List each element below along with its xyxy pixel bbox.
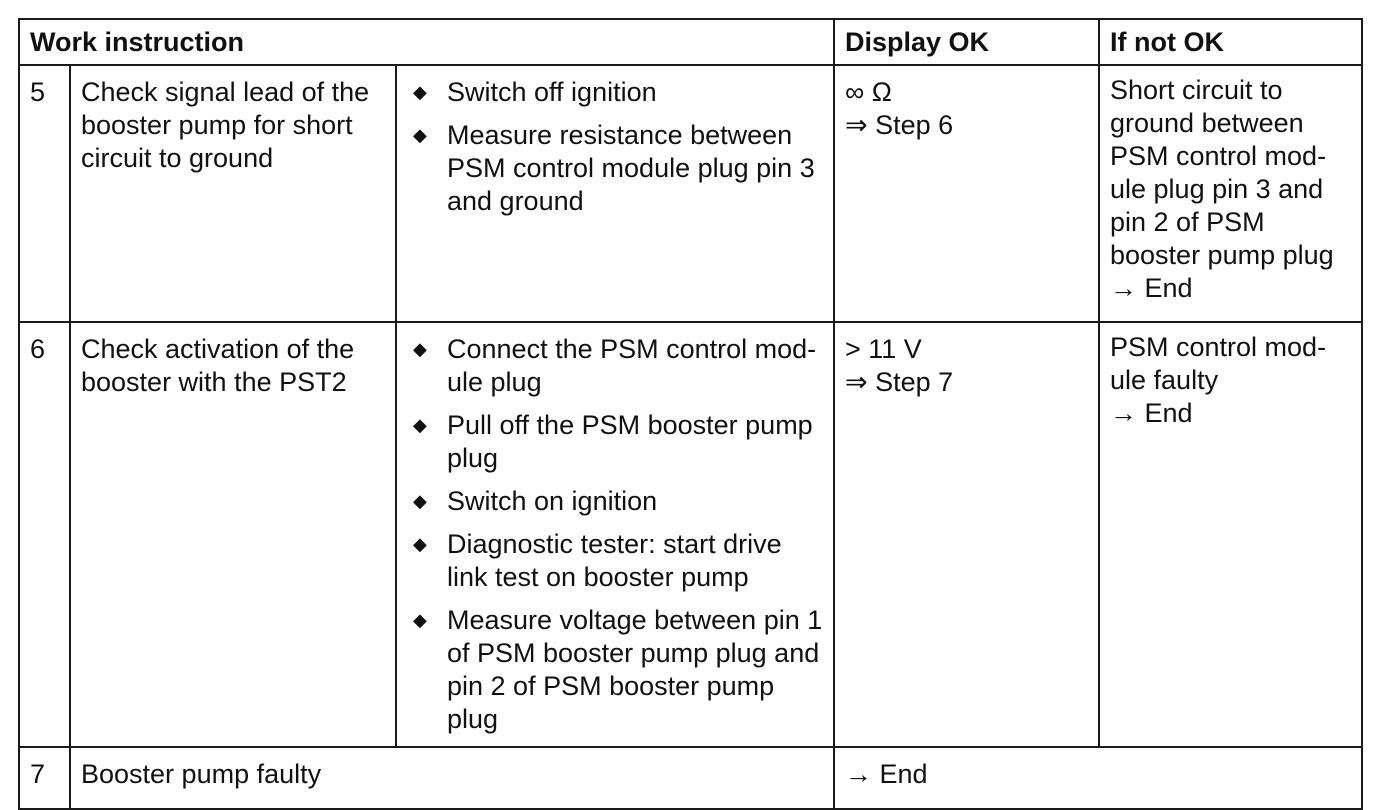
step-description: Check activation of the booster with the PST2 [70, 322, 396, 747]
diamond-bullet-icon: ◆ [413, 339, 427, 359]
step-number: 5 [19, 65, 70, 322]
list-item [409, 528, 825, 594]
action-text: Measure voltage between pin 1 of PSM booster pump plug and pin 2 of PSM booster pump plug [447, 605, 823, 734]
if-not-ok-next: → End [1110, 273, 1193, 303]
if-not-ok-cell [1099, 322, 1362, 747]
display-ok-next: ⇒ Step 7 [845, 367, 954, 397]
list-item [409, 119, 825, 218]
action-text: Measure resistance between PSM control module plug pin 3 and ground [447, 120, 815, 216]
diamond-bullet-icon: ◆ [413, 415, 427, 435]
table-row [19, 747, 1362, 809]
step-description: Check signal lead of the booster pump for short circuit to ground [70, 65, 396, 322]
display-ok-cell [834, 322, 1099, 747]
display-ok-value: > 11 V [845, 334, 922, 364]
diamond-bullet-icon: ◆ [413, 534, 427, 554]
list-item [409, 76, 825, 109]
list-item [409, 333, 825, 399]
display-ok-value: ∞ Ω [845, 77, 892, 107]
header-work-instruction: Work instruction [19, 19, 834, 65]
if-not-ok-next: → End [1110, 398, 1193, 428]
display-ok-cell [834, 65, 1099, 322]
diamond-bullet-icon: ◆ [413, 610, 427, 630]
list-item [409, 604, 825, 736]
list-item [409, 409, 825, 475]
step-description: Booster pump faulty [70, 747, 834, 809]
diamond-bullet-icon: ◆ [413, 82, 427, 102]
list-item [409, 485, 825, 518]
step-number: 6 [19, 322, 70, 747]
action-text: Connect the PSM control mod-ule plug [447, 334, 817, 397]
table-row [19, 65, 1362, 322]
diamond-bullet-icon: ◆ [413, 125, 427, 145]
if-not-ok-text: Short circuit to ground between PSM control mod-ule plug pin 3 and pin 2 of PSM booster pump plug [1110, 75, 1334, 270]
if-not-ok-text: PSM control mod-ule faulty [1110, 332, 1327, 395]
display-ok-cell [834, 747, 1362, 809]
step-actions [396, 65, 834, 322]
action-text: Switch off ignition [447, 77, 657, 107]
step-actions [396, 322, 834, 747]
display-ok-next: ⇒ Step 6 [845, 110, 954, 140]
table-row [19, 322, 1362, 747]
action-text: Diagnostic tester: start drive link test on booster pump [447, 529, 782, 592]
action-text: Pull off the PSM booster pump plug [447, 410, 813, 473]
header-display-ok: Display OK [834, 19, 1099, 65]
action-text: Switch on ignition [447, 486, 658, 516]
diamond-bullet-icon: ◆ [413, 491, 427, 511]
step-number: 7 [19, 747, 70, 809]
work-instruction-table [18, 18, 1363, 810]
header-if-not-ok: If not OK [1099, 19, 1362, 65]
table-header-row [19, 19, 1362, 65]
if-not-ok-cell [1099, 65, 1362, 322]
display-ok-next: → End [845, 759, 928, 789]
